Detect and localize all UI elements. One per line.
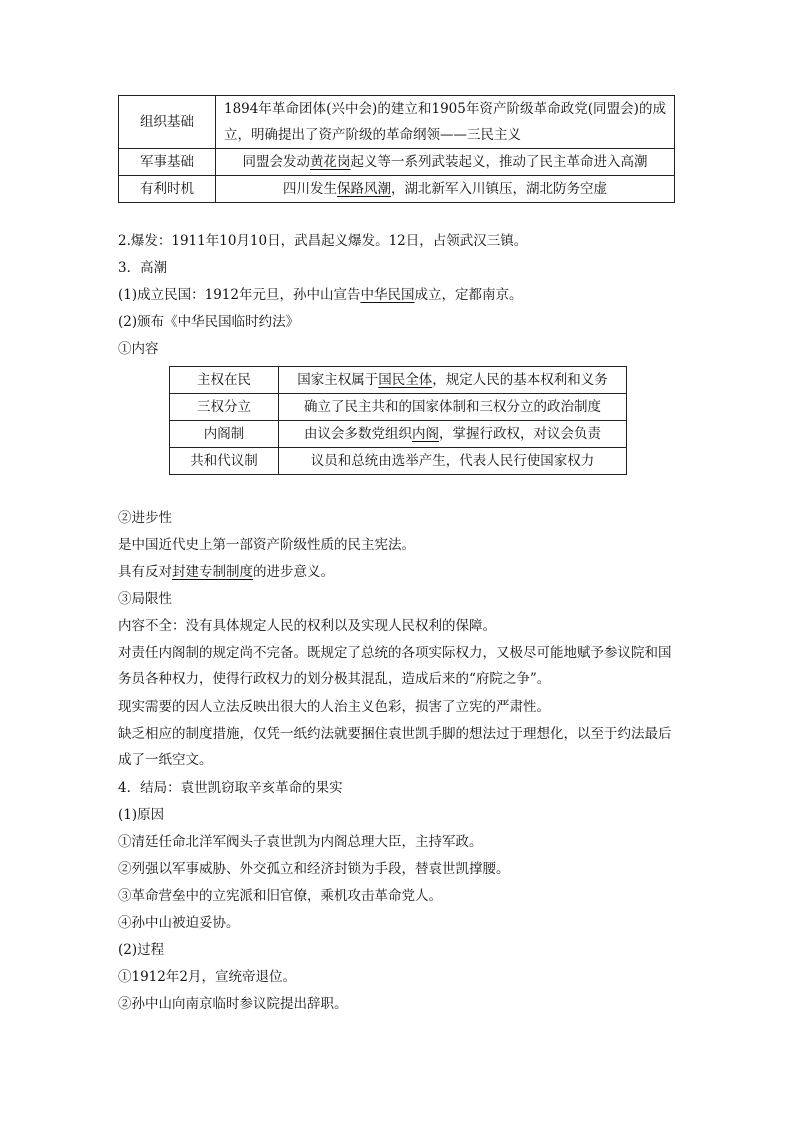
outbreak-line: 2.爆发：1911年10月10日，武昌起义爆发。12日，占领武汉三镇。 — [118, 233, 528, 249]
sub-heading: (1)原因 — [118, 807, 165, 823]
paragraph: ②列强以军事威胁、外交孤立和经济封锁为手段，替袁世凯撑腰。 — [118, 861, 510, 877]
paragraph: 是中国近代史上第一部资产阶级性质的民主宪法。 — [118, 537, 415, 553]
paragraph: 内容不全：没有具体规定人民的权利以及实现人民权利的保障。 — [118, 618, 496, 634]
paragraph: ①清廷任命北洋军阀头子袁世凯为内阁总理大臣，主持军政。 — [118, 834, 483, 850]
sub-heading: ③局限性 — [118, 591, 172, 607]
paragraph: (2)颁布《中华民国临时约法》 — [118, 314, 300, 330]
paragraph: 对责任内阁制的规定尚不完备。既规定了总统的各项实际权力，又极尽可能地赋予参议院和国务员各种权力，使得行政权力的划分极其混乱，造成后来的“府院之争”。 — [118, 645, 672, 687]
table-value: 议员和总统由选举产生，代表人民行使国家权力 — [279, 448, 627, 475]
table-row — [170, 448, 627, 475]
table-value: 确立了民主共和的国家体制和三权分立的政治制度 — [279, 394, 627, 421]
paragraph: ①1912年2月，宣统帝退位。 — [118, 969, 296, 985]
paragraph: 具有反对封建专制制度的进步意义。 — [118, 564, 334, 580]
table-value: 1894年革命团体(兴中会)的建立和1905年资产阶级革命政党(同盟会)的成立，明确提出了资产阶级的革命纲领——三民主义 — [216, 96, 675, 149]
paragraph: ③革命营垒中的立宪派和旧官僚，乘机攻击革命党人。 — [118, 888, 442, 904]
paragraph: ②孙中山向南京临时参议院提出辞职。 — [118, 996, 348, 1012]
constitution-table — [169, 366, 627, 475]
sub-heading: ①内容 — [118, 341, 159, 357]
section-heading: 4．结局：袁世凯窃取辛亥革命的果实 — [118, 780, 343, 796]
table-row — [170, 394, 627, 421]
table-key: 主权在民 — [170, 367, 279, 394]
sub-heading: (2)过程 — [118, 942, 165, 958]
basis-table — [118, 95, 675, 203]
table-row — [119, 149, 675, 176]
paragraph: 现实需要的因人立法反映出很大的人治主义色彩，损害了立宪的严肃性。 — [118, 699, 550, 715]
paragraph: (1)成立民国：1912年元旦，孙中山宣告中华民国成立，定都南京。 — [118, 287, 523, 303]
section-heading: 3．高潮 — [118, 260, 168, 276]
sub-heading: ②进步性 — [118, 510, 172, 526]
table-row — [119, 96, 675, 149]
table-value: 国家主权属于国民全体，规定人民的基本权利和义务 — [279, 367, 627, 394]
table-key: 内阁制 — [170, 421, 279, 448]
table-value: 同盟会发动黄花岗起义等一系列武装起义，推动了民主革命进入高潮 — [216, 149, 675, 176]
table-row — [170, 421, 627, 448]
table-key: 共和代议制 — [170, 448, 279, 475]
table-row — [170, 367, 627, 394]
table-key: 组织基础 — [119, 96, 216, 149]
table-row — [119, 176, 675, 203]
table-value: 四川发生保路风潮，湖北新军入川镇压，湖北防务空虚 — [216, 176, 675, 203]
table-key: 三权分立 — [170, 394, 279, 421]
table-value: 由议会多数党组织内阁，掌握行政权，对议会负责 — [279, 421, 627, 448]
table-key: 军事基础 — [119, 149, 216, 176]
table-key: 有利时机 — [119, 176, 216, 203]
paragraph: 缺乏相应的制度措施，仅凭一纸约法就要捆住袁世凯手脚的想法过于理想化，以至于约法最后成了一纸空文。 — [118, 726, 672, 768]
paragraph: ④孙中山被迫妥协。 — [118, 915, 240, 931]
